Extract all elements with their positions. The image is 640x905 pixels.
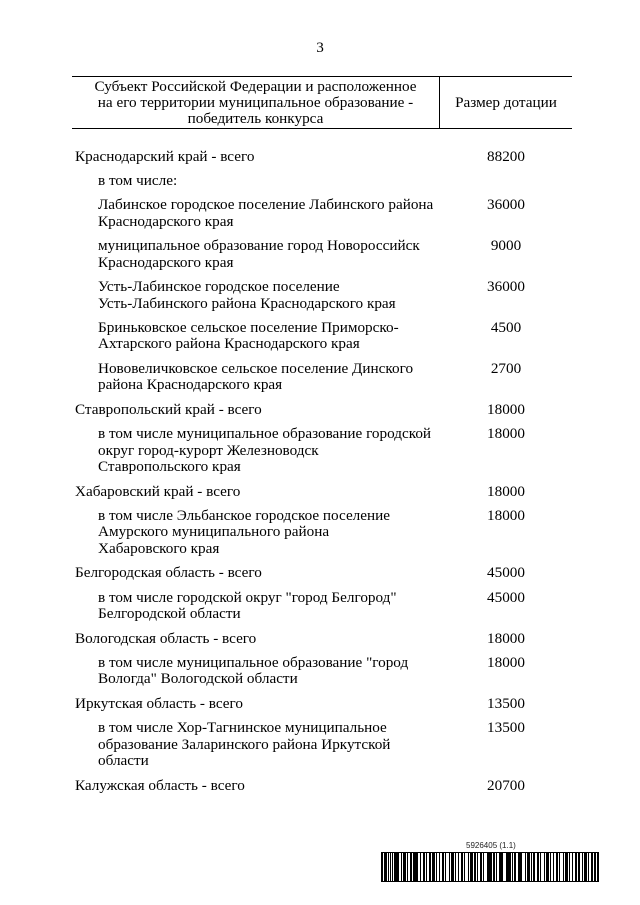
subject-cell	[72, 238, 440, 271]
subject-line: муниципальное образование город Новороссийск	[98, 237, 420, 255]
page-number: 3	[316, 39, 324, 56]
municipality-row	[72, 197, 572, 230]
subject-line: области	[98, 752, 149, 770]
subject-line: в том числе муниципальное образование городской	[98, 425, 432, 443]
municipality-row	[72, 720, 572, 770]
barcode-caption: 5926405 (1.1)	[466, 841, 516, 850]
subject-cell	[72, 173, 440, 190]
subject-line: Иркутская область - всего	[75, 694, 243, 712]
subsidy-amount: 13500	[487, 694, 525, 712]
barcode	[381, 852, 599, 882]
municipality-row	[72, 655, 572, 688]
subject-line: Усть-Лабинское городское поселение	[98, 278, 340, 296]
subject-line: Лабинское городское поселение Лабинского района	[98, 196, 434, 214]
subject-line: Ставропольского края	[98, 458, 241, 476]
municipality-row	[72, 320, 572, 353]
subsidy-amount: 18000	[487, 400, 525, 418]
subject-cell	[72, 197, 440, 230]
header-subject-cell	[72, 77, 440, 128]
subject-line: в том числе городской округ "город Белгород"	[98, 588, 397, 606]
subject-line: Хабаровский край - всего	[75, 482, 241, 500]
subsidy-amount: 45000	[487, 564, 525, 582]
subsidy-amount: 4500	[490, 318, 522, 336]
subject-cell	[72, 149, 440, 166]
subject-line: Белгородской области	[98, 605, 241, 623]
subject-line: Краснодарский край - всего	[75, 147, 255, 165]
subsidy-amount: 20700	[487, 776, 525, 794]
region-total-row	[72, 565, 572, 582]
municipality-row	[72, 508, 572, 558]
subsidy-amount: 2700	[490, 359, 522, 377]
subsidy-amount: 18000	[487, 425, 525, 443]
region-total-row	[72, 484, 572, 501]
subject-cell	[72, 655, 440, 688]
subject-cell	[72, 484, 440, 501]
municipality-row	[72, 173, 572, 190]
subject-line: округ город-курорт Железноводск	[98, 441, 319, 459]
table-header	[72, 76, 572, 129]
subsidy-amount: 9000	[490, 237, 522, 255]
subject-line: в том числе Эльбанское городское поселение	[98, 506, 391, 524]
subsidy-amount: 18000	[487, 482, 525, 500]
subsidy-amount: 13500	[487, 719, 525, 737]
subject-line: Белгородская область - всего	[75, 564, 262, 582]
header-amount-cell	[440, 77, 572, 128]
subject-line: Бриньковское сельское поселение Приморско-	[98, 318, 399, 336]
subject-cell	[72, 320, 440, 353]
subsidy-amount	[440, 173, 572, 190]
subject-line: в том числе муниципальное образование "город	[98, 653, 409, 671]
region-total-row	[72, 778, 572, 795]
region-total-row	[72, 402, 572, 419]
subsidy-amount: 18000	[487, 506, 525, 524]
subject-cell	[72, 696, 440, 713]
subject-cell	[72, 402, 440, 419]
subsidy-amount: 18000	[487, 653, 525, 671]
municipality-row	[72, 238, 572, 271]
table-body	[72, 149, 572, 803]
subject-cell	[72, 279, 440, 312]
subsidy-amount: 88200	[487, 147, 525, 165]
subject-line: Амурского муниципального района	[98, 523, 330, 541]
subject-line: в том числе:	[98, 171, 178, 189]
region-total-row	[72, 149, 572, 166]
region-total-row	[72, 696, 572, 713]
subsidy-amount: 18000	[487, 629, 525, 647]
subject-line: Хабаровского края	[98, 539, 220, 557]
subject-line: Ставропольский край - всего	[75, 400, 262, 418]
header-subject-line: на его территории муниципальное образование -	[97, 94, 414, 111]
header-subject-line: победитель конкурса	[187, 110, 324, 127]
subject-cell	[72, 565, 440, 582]
subject-line: Вологодская область - всего	[75, 629, 257, 647]
subject-cell	[72, 778, 440, 795]
subject-line: Краснодарского края	[98, 253, 234, 271]
subject-line: Вологда" Вологодской области	[98, 670, 298, 688]
subject-cell	[72, 508, 440, 558]
subject-cell	[72, 361, 440, 394]
subsidy-amount: 36000	[487, 278, 525, 296]
subsidy-amount: 45000	[487, 588, 525, 606]
municipality-row	[72, 279, 572, 312]
header-subject-line: Субъект Российской Федерации и расположенное	[94, 78, 417, 95]
subject-cell	[72, 720, 440, 770]
subject-cell	[72, 590, 440, 623]
municipality-row	[72, 361, 572, 394]
subject-line: в том числе Хор-Тагнинское муниципальное	[98, 719, 387, 737]
subject-line: Нововеличковское сельское поселение Динского	[98, 359, 414, 377]
subject-line: Калужская область - всего	[75, 776, 245, 794]
municipality-row	[72, 426, 572, 476]
subject-line: Усть-Лабинского района Краснодарского края	[98, 294, 396, 312]
subject-line: Ахтарского района Краснодарского края	[98, 335, 360, 353]
municipality-row	[72, 590, 572, 623]
subject-line: образование Заларинского района Иркутской	[98, 735, 391, 753]
subsidy-amount: 36000	[487, 196, 525, 214]
region-total-row	[72, 631, 572, 648]
subject-cell	[72, 631, 440, 648]
subject-line: района Краснодарского края	[98, 376, 283, 394]
subject-line: Краснодарского края	[98, 212, 234, 230]
subject-cell	[72, 426, 440, 476]
header-amount-label: Размер дотации	[455, 93, 557, 111]
